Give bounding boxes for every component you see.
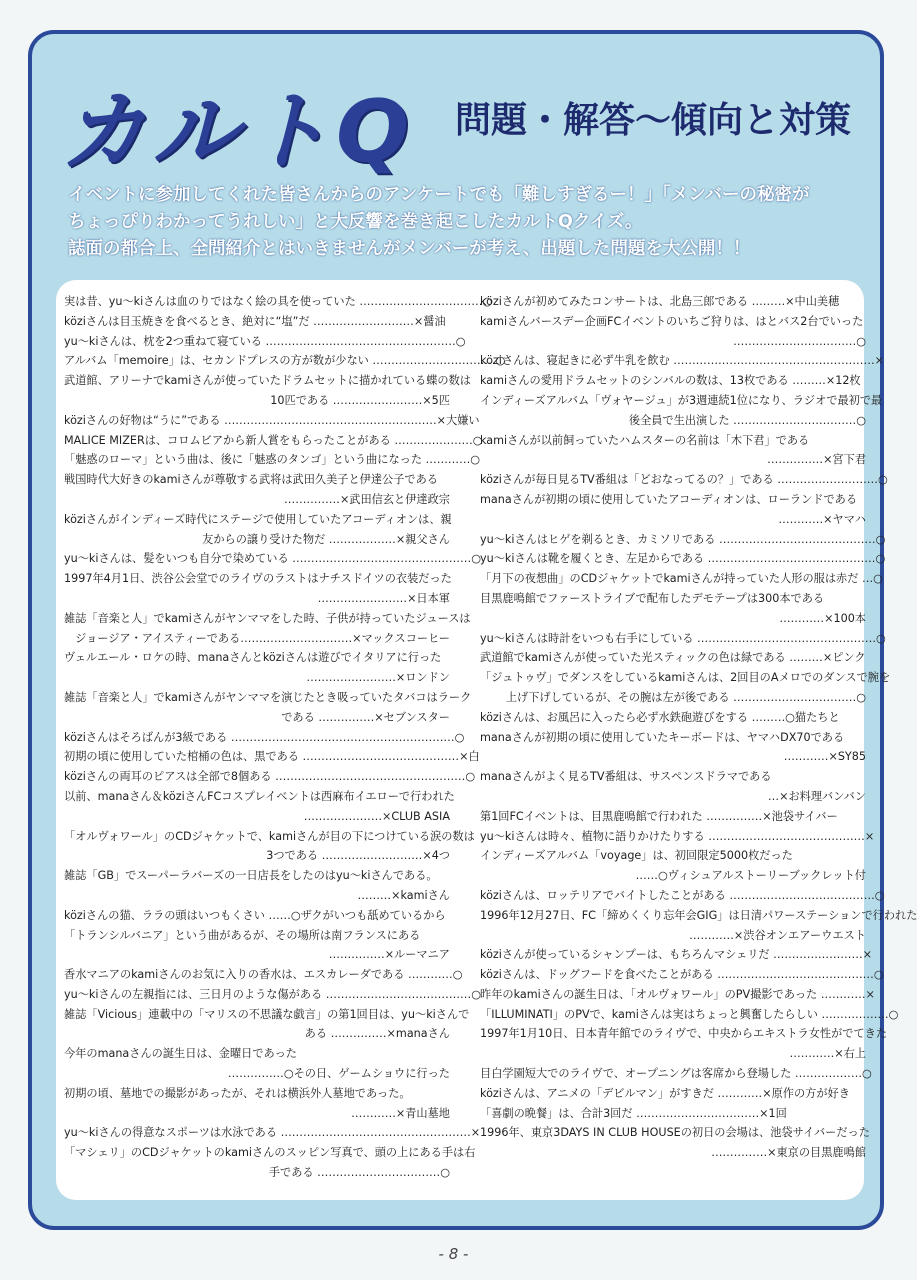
quiz-answer-line: 上げ下げしているが、その腕は左が後である ……………………………○ [505, 690, 866, 704]
quiz-item [64, 747, 480, 767]
quiz-answer-line: …………×SY85 [783, 750, 866, 764]
quiz-item [64, 351, 506, 371]
quiz-question-line: köziさんがインディーズ時代にステージで使用していたアコーディオンは、親 [64, 512, 452, 526]
quiz-item [64, 332, 466, 352]
quiz-question-line: 初期の頃、墓地での撮影があったが、それは横浜外人墓地であった。 [64, 1086, 411, 1100]
quiz-answer-line: …………………×CLUB ASIA [303, 809, 450, 823]
quiz-question-line: 初期の頃に使用していた棺桶の色は、黒である ……………………………………×白 [64, 750, 480, 764]
quiz-item [64, 371, 471, 411]
quiz-question-line: 実は昔、yu〜kiさんは血のりではなく絵の具を使っていた ……………………………○ [64, 295, 493, 308]
quiz-item [480, 312, 866, 352]
quiz-item [64, 1044, 450, 1084]
quiz-answer-line: ……………………………○ [733, 334, 866, 348]
quiz-item [480, 490, 866, 530]
quiz-item [480, 549, 886, 569]
quiz-question-line: yu〜kiさんの左親指には、三日月のような傷がある …………………………………○ [64, 987, 481, 1001]
quiz-item [480, 569, 883, 589]
quiz-question-line: インディーズアルバム「voyage」は、初回限定5000枚だった [480, 849, 793, 863]
quiz-answer-line: ……………×武田信玄と伊達政宗 [284, 492, 450, 506]
quiz-item [64, 787, 455, 827]
quiz-item [480, 292, 866, 312]
quiz-question-line: 武道館でkamiさんが使っていた光スティックの色は緑である ………×ピンク [480, 651, 866, 665]
quiz-item [480, 728, 866, 768]
quiz-item [64, 470, 450, 510]
page-subtitle: 問題・解答〜傾向と対策 [455, 100, 852, 141]
quiz-answer-line: ……………×宮下君 [767, 453, 866, 467]
quiz-item [480, 985, 875, 1005]
quiz-question-line: 香水マニアのkamiさんのお気に入りの香水は、エスカレーダである …………○ [64, 968, 463, 982]
quiz-question-line: köziさんは目玉焼きを食べるとき、絶対に“塩”だ ………………………×醤油 [64, 314, 446, 328]
quiz-question-line: 「ジュトゥヴ」でダンスをしているkamiさんは、2回目のAメロでのダンスで腕を [480, 671, 891, 685]
quiz-question-line: köziさんが毎日見るTV番組は「どおなってるの？」である ………………………○ [480, 473, 888, 487]
quiz-item [480, 1104, 866, 1124]
quiz-question-line: köziさんは、お風呂に入ったら必ず水鉄砲遊びをする ………○猫たちと [480, 710, 840, 724]
quiz-question-line: kamiさんが以前飼っていたハムスターの名前は「木下君」である [480, 433, 810, 447]
quiz-answer-line: 後全員で生出演した ……………………………○ [628, 413, 866, 427]
quiz-item [64, 985, 481, 1005]
quiz-item [64, 926, 450, 966]
quiz-question-line: köziさんは、アニメの「デビルマン」がすきだ …………×原作の方が好き [480, 1086, 850, 1100]
quiz-question-line: 雑誌「Vicious」連載中の「マリスの不思議な戯言」の第1回目は、yu〜kiさんで [64, 1007, 470, 1021]
quiz-item [480, 391, 883, 431]
quiz-answer-line: 手である ……………………………○ [268, 1166, 450, 1180]
quiz-question-line: manaさんが初期の頃に使用していたアコーディオンは、ローランドである [480, 492, 858, 506]
quiz-question-line: 「ILLUMINATI」のPVで、kamiさんは実はちょっと興奮したらしい ………………○ [480, 1007, 899, 1021]
intro-line: 誌面の都合上、全問紹介とはいきませんがメンバーが考え、出題した問題を大公開！！ [68, 239, 751, 259]
quiz-question-line: 雑誌「音楽と人」でkamiさんがヤンママを演じたとき吸っていたタバコはラーク [64, 690, 472, 704]
quiz-item [480, 668, 891, 708]
quiz-item [64, 450, 481, 470]
quiz-question-line: 「喜劇の晩餐」は、合計3回だ ……………………………×1回 [480, 1106, 787, 1120]
quiz-question-line: 「マシェリ」のCDジャケットのkamiさんのスッピン写真で、頭の上にある手は右 [64, 1146, 476, 1160]
quiz-answer-line: 10匹である ……………………×5匹 [270, 393, 450, 407]
quiz-answer-line: ある ……………×manaさん [304, 1027, 450, 1041]
quiz-item [64, 549, 481, 569]
quiz-answer-line: ……○ヴィシュアルストーリーブックレット付 [635, 869, 866, 883]
quiz-question-line: yu〜kiさんは靴を履くとき、左足からである ………………………………………○ [480, 552, 886, 566]
quiz-answer-line: …………×ヤマハ [778, 512, 866, 526]
quiz-item [480, 589, 866, 629]
quiz-question-line: 1996年、東京3DAYS IN CLUB HOUSEの初日の会場は、池袋サイバーだった [480, 1126, 870, 1140]
quiz-question-line: kamiさんバースデー企画FCイベントのいちご狩りは、はとバス2台でいった [480, 314, 864, 328]
quiz-item [64, 767, 476, 787]
quiz-item [64, 510, 450, 550]
quiz-answer-line: である ……………×セブンスター [281, 710, 450, 724]
quiz-item [480, 886, 885, 906]
intro-line: イベントに参加してくれた皆さんからのアンケートでも「難しすぎるー！」「メンバーの秘密が [68, 185, 810, 205]
quiz-item [64, 411, 480, 431]
quiz-item [64, 609, 471, 649]
page-title: カルトQ [60, 82, 416, 182]
quiz-question-line: köziさんは、ロッテリアでバイトしたことがある …………………………………○ [480, 888, 885, 902]
quiz-item [480, 827, 875, 847]
quiz-item [480, 708, 866, 728]
quiz-answer-line: ……………×ルーマニア [328, 948, 450, 962]
quiz-answer-line: 3つである ………………………×4つ [266, 849, 450, 863]
quiz-column-right [480, 292, 917, 1163]
quiz-item [64, 688, 472, 728]
quiz-question-line: 戦国時代大好きのkamiさんが尊敬する武将は武田久美子と伊達公子である [64, 473, 438, 487]
quiz-item [480, 530, 886, 550]
quiz-question-line: köziさんが初めてみたコンサートは、北島三郎である ………×中山美穂 [480, 295, 840, 308]
quiz-item [64, 827, 475, 867]
quiz-item [64, 292, 493, 312]
quiz-item [64, 569, 450, 609]
quiz-question-line: 雑誌「音楽と人」でkamiさんがヤンママをした時、子供が持っていたジュースは [64, 611, 471, 625]
quiz-item [480, 1084, 866, 1104]
quiz-column-left [64, 292, 506, 1183]
quiz-question-line: köziさんは、寝起きに必ず牛乳を飲む ………………………………………………× [480, 354, 885, 368]
quiz-question-line: yu〜kiさんは時々、植物に語りかけたりする ……………………………………× [480, 829, 875, 843]
quiz-item [64, 728, 465, 748]
quiz-question-line: 「トランシルバニア」という曲があるが、その場所は南フランスにある [64, 928, 421, 942]
quiz-question-line: manaさんがよく見るTV番組は、サスペンスドラマである [480, 770, 772, 784]
quiz-question-line: インディーズアルバム「ヴォヤージュ」が3週連続1位になり、ラジオで最初で最 [480, 393, 883, 407]
quiz-item [480, 648, 866, 668]
quiz-item [480, 846, 866, 886]
quiz-question-line: 1996年12月27日、FC「締めくくり忘年会GIG」は日清パワーステーションで行われた [480, 908, 917, 922]
quiz-question-line: 武道館、アリーナでkamiさんが使っていたドラムセットに描かれている蝶の数は [64, 374, 471, 388]
quiz-answer-line: 友からの譲り受けた物だ ………………×親父さん [202, 532, 450, 546]
page-number: - 8 - [438, 1245, 469, 1263]
quiz-question-line: 第1回FCイベントは、目黒鹿鳴館で行われた ……………×池袋サイバー [480, 809, 838, 823]
quiz-item [480, 351, 885, 371]
quiz-item [480, 371, 866, 391]
quiz-question-line: 1997年4月1日、渋谷公会堂でのライヴのラストはナチスドイツの衣装だった [64, 572, 452, 586]
quiz-question-line: ヴェルエール・ロケの時、manaさんとköziさんは遊びでイタリアに行った [64, 651, 442, 665]
quiz-item [64, 312, 450, 332]
quiz-question-line: 目黒鹿鳴館でファーストライブで配布したデモテープは300本である [480, 591, 825, 605]
quiz-item [480, 431, 866, 471]
quiz-item [64, 1143, 476, 1183]
quiz-question-line: köziさんの猫、ララの頭はいつもくさい ……○ザクがいつも舐めているから [64, 908, 446, 922]
quiz-item [64, 648, 450, 688]
quiz-item [64, 431, 483, 451]
quiz-question-line: MALICE MIZERは、コロムビアから新人賞をもらったことがある …………………○ [64, 433, 483, 447]
quiz-question-line: yu〜kiさんはヒゲを剃るとき、カミソリである ……………………………………○ [480, 532, 886, 546]
quiz-item [480, 1005, 899, 1025]
quiz-item [480, 965, 884, 985]
quiz-item [64, 906, 450, 926]
quiz-question-line: yu〜kiさんは時計をいつも右手にしている …………………………………………○ [480, 631, 886, 645]
quiz-question-line: kamiさんの愛用ドラムセットのシンバルの数は、13枚である ………×12枚 [480, 374, 861, 388]
quiz-question-line: yu〜kiさんの得意なスポーツは水泳である ……………………………………………× [64, 1126, 481, 1140]
quiz-question-line: köziさんの両耳のピアスは全部で8個ある ……………………………………………○ [64, 770, 476, 784]
quiz-answer-line: ……………○その日、ゲームショウに行った [227, 1067, 450, 1081]
quiz-question-line: アルバム「memoire」は、セカンドプレスの方が数が少ない ……………………………○ [64, 354, 506, 368]
quiz-question-line: 1997年1月10日、日本青年館でのライヴで、中央からエキストラ女性がでてきた [480, 1027, 888, 1041]
quiz-item [480, 906, 917, 946]
quiz-question-line: köziさんは、ドッグフードを食べたことがある ……………………………………○ [480, 968, 884, 982]
quiz-item [64, 965, 463, 985]
quiz-question-line: 今年のmanaさんの誕生日は、金曜日であった [64, 1047, 297, 1061]
quiz-item [480, 807, 866, 827]
quiz-item [480, 945, 873, 965]
quiz-question-line: yu〜kiさんは、枕を2つ重ねて寝ている ……………………………………………○ [64, 334, 466, 348]
quiz-item [480, 1024, 888, 1064]
quiz-item [480, 1123, 870, 1163]
quiz-question-line: 雑誌「GB」でスーパーラバーズの一日店長をしたのはyu〜kiさんである。 [64, 869, 438, 883]
quiz-answer-line: ………×kamiさん [357, 888, 450, 902]
intro-text [68, 182, 868, 263]
quiz-question-line: köziさんはそろばんが3級である ……………………………………………………○ [64, 730, 465, 744]
quiz-question-line: yu〜kiさんは、髪をいつも自分で染めている …………………………………………○ [64, 552, 481, 566]
quiz-answer-line: …………×渋谷オンエアーウエスト [689, 928, 866, 942]
quiz-item [64, 866, 450, 906]
quiz-answer-line: ……………………×日本軍 [317, 591, 450, 605]
quiz-question-line: 以前、manaさん＆köziさんFCコスプレイベントは西麻布イエローで行われた [64, 789, 455, 803]
quiz-question-line: 昨年のkamiさんの誕生日は、「オルヴォワール」のPV撮影であった …………× [480, 987, 875, 1001]
quiz-question-line: 「魅惑のローマ」という曲は、後に「魅惑のタンゴ」という曲になった …………○ [64, 453, 481, 467]
quiz-question-line: 「オルヴォワール」のCDジャケットで、kamiさんが目の下につけている涙の数は [64, 829, 475, 843]
quiz-answer-line: ……………………×ロンドン [306, 671, 450, 685]
quiz-item [480, 1064, 872, 1084]
quiz-item [64, 1005, 470, 1045]
quiz-answer-line: …×お料理バンバン [767, 789, 866, 803]
quiz-item [480, 767, 866, 807]
quiz-answer-line: …………×100本 [779, 611, 866, 625]
intro-line: ちょっぴりわかってうれしい」と大反響を巻き起こしたカルトQクイズ。 [68, 212, 643, 232]
quiz-answer-line: …………×青山墓地 [351, 1106, 450, 1120]
quiz-answer-line: …………×右上 [789, 1047, 866, 1061]
quiz-question-line: manaさんが初期の頃に使用していたキーボードは、ヤマハDX70である [480, 730, 845, 744]
quiz-item [64, 1084, 450, 1124]
quiz-item [480, 629, 886, 649]
quiz-question-line: 「月下の夜想曲」のCDジャケットでkamiさんが持っていた人形の服は赤だ …○ [480, 572, 883, 586]
quiz-question-line: köziさんの好物は“うに”である …………………………………………………×大嫌い [64, 413, 480, 427]
quiz-question-line: köziさんが使っているシャンプーは、もちろんマシェリだ ……………………× [480, 948, 873, 962]
quiz-question-line: 目白学園短大でのライヴで、オープニングは客席から登場した ………………○ [480, 1067, 872, 1081]
quiz-answer-line: ……………×東京の目黒鹿鳴館 [711, 1146, 866, 1160]
quiz-answer-line: ジョージア・アイスティーである…………………………×マックスコーヒー [75, 631, 450, 645]
quiz-item [64, 1123, 481, 1143]
quiz-item [480, 470, 888, 490]
